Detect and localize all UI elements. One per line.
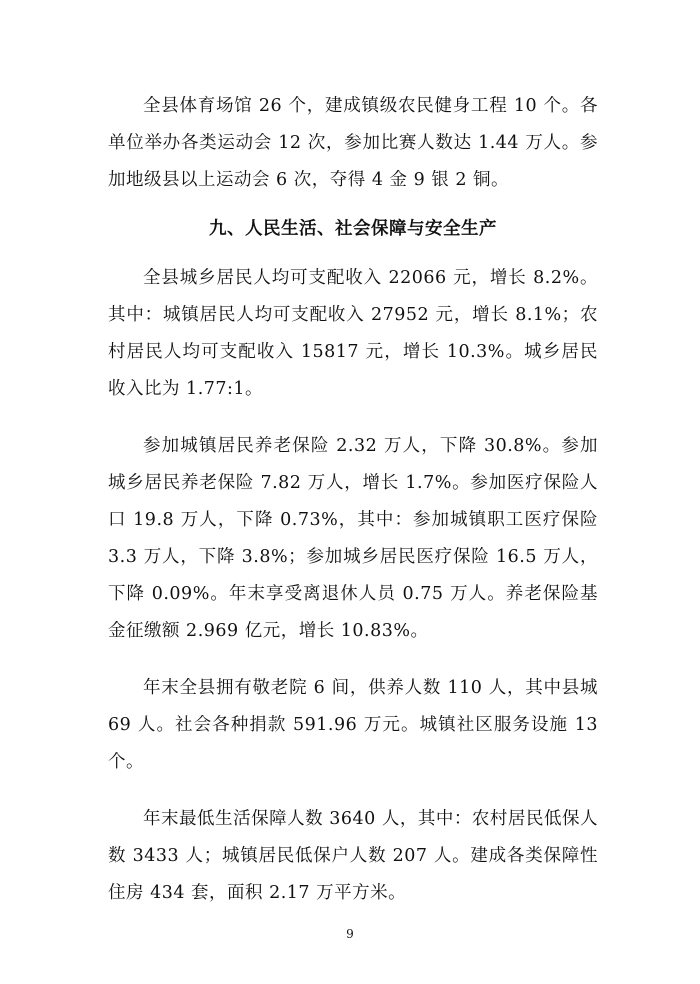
paragraph-insurance: 参加城镇居民养老保险 2.32 万人，下降 30.8%。参加城乡居民养老保险 7.82 万人，增长 1.7%。参加医疗保险人口 19.8 万人，下降 0.73%，其中：参加城镇职工医疗保险 3.3 万人，下降 3.8%；参加城乡居民医疗保险 16.5 万人，下降 0.09%。年末享受离退休人员 0.75 万人。养老保险基金征缴额 2.969 亿元，增长 10.83%。 [108, 436, 598, 641]
paragraph-sports-facilities: 全县体育场馆 26 个，建成镇级农民健身工程 10 个。各单位举办各类运动会 12 次，参加比赛人数达 1.44 万人。参加地级县以上运动会 6 次，夺得 4 金 9 银 2 铜。 [108, 96, 598, 190]
section-heading: 九、人民生活、社会保障与安全生产 [209, 219, 497, 239]
page-number: 9 [346, 927, 354, 941]
paragraph-minimum-living: 年末最低生活保障人数 3640 人，其中：农村居民低保人数 3433 人；城镇居民低保户人数 207 人。建成各类保障性住房 434 套，面积 2.17 万平方米。 [108, 809, 598, 903]
paragraph-elderly-care: 年末全县拥有敬老院 6 间，供养人数 110 人，其中县城 69 人。社会各种捐款 591.96 万元。城镇社区服务设施 13 个。 [108, 678, 598, 772]
page-content [108, 88, 598, 932]
paragraph-income: 全县城乡居民人均可支配收入 22066 元，增长 8.2%。其中：城镇居民人均可支配收入 27952 元，增长 8.1%；农村居民人均可支配收入 15817 元，增长 10.3%。城乡居民收入比为 1.77:1。 [108, 268, 598, 399]
